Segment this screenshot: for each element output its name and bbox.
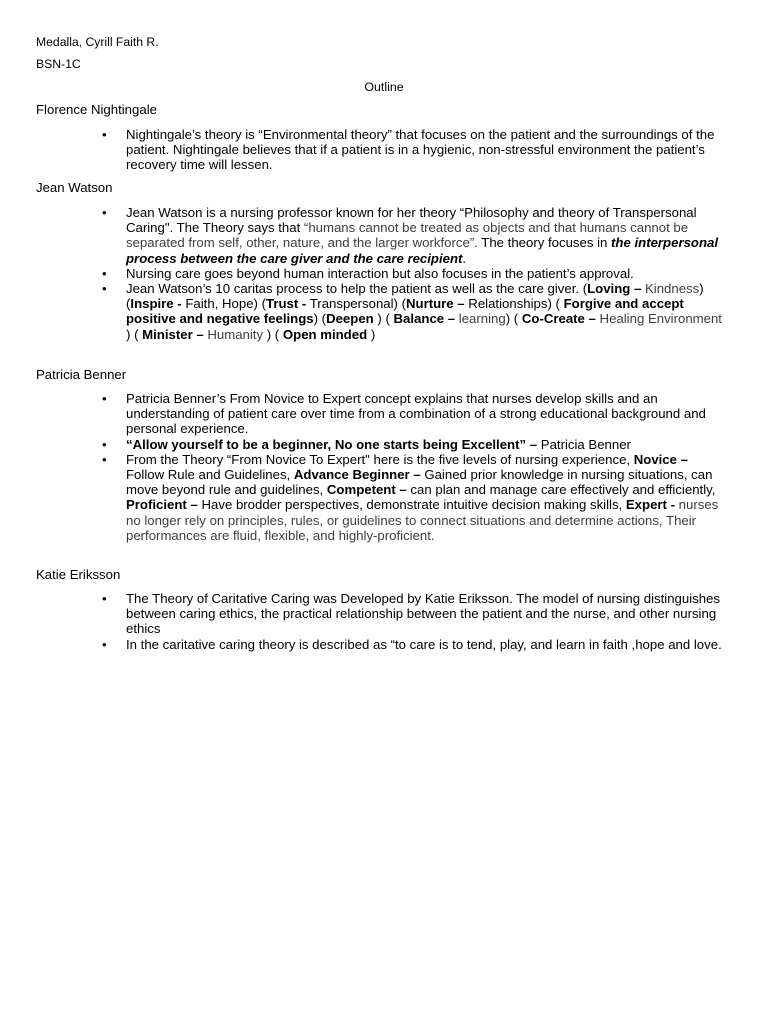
level-4-key: Expert -	[625, 497, 675, 513]
section-heading-nightingale: Florence Nightingale	[36, 102, 157, 117]
caritas-1-value: Faith, Hope	[181, 296, 254, 312]
caritas-2-open: (	[257, 296, 267, 312]
benner-quote: “Allow yourself to be a beginner, No one starts being Excellent” –	[126, 436, 538, 452]
page-title: Outline	[364, 80, 404, 94]
caritas-5-open: (	[318, 311, 327, 327]
caritas-6-close: )	[505, 311, 511, 327]
list-item	[0, 281, 768, 342]
bullet-text: Nursing care goes beyond human interaction but also focuses in the patient’s approval.	[126, 265, 634, 281]
level-0-key: Novice –	[633, 451, 688, 467]
bullet-text: Patricia Benner’s From Novice to Expert concept explains that nurses develop skills and an understanding of patient care over time from a combination of a strong educational background and personal experience.	[126, 391, 706, 437]
caritas-3-open: (	[397, 296, 407, 312]
caritas-7-value: Healing Environment	[595, 311, 722, 327]
caritas-0-value: Kindness	[641, 281, 700, 297]
caritas-0-close: )	[699, 281, 704, 297]
caritas-2-key: Trust -	[266, 296, 307, 312]
caritas-3-close: )	[547, 296, 552, 312]
list-item	[0, 452, 768, 543]
list-item	[0, 391, 768, 437]
level-3-value: Have brodder perspectives, demonstrate intuitive decision making skills,	[197, 497, 626, 513]
caritas-8-open: (	[130, 326, 143, 342]
caritas-0-key: Loving –	[587, 281, 642, 297]
caritas-6-value: learning	[455, 311, 506, 327]
caritas-5-key: Deepen	[326, 311, 374, 327]
section-heading-eriksson: Katie Eriksson	[36, 567, 121, 582]
quote-text: “humans cannot be treated as objects and that humans cannot be separated from self, other, nature, and the larger workforce”.	[126, 220, 689, 251]
nightingale-list	[0, 127, 768, 173]
student-section: BSN-1C	[36, 57, 81, 71]
quote-author: Patricia Benner	[537, 436, 631, 452]
caritas-0-open: (	[582, 281, 588, 297]
bullet-text: Jean Watson’s 10 caritas process to help the patient as well as the care giver.	[126, 281, 583, 297]
caritas-1-key: Inspire -	[130, 296, 182, 312]
bullet-text: .	[462, 250, 467, 266]
bullet-text: Jean Watson is a nursing professor known for her theory “Philosophy and theory of Transpersonal Caring". The Theory says that	[126, 205, 697, 236]
level-1-key: Advance Beginner –	[293, 467, 421, 483]
caritas-5-close: )	[377, 311, 382, 327]
section-heading-benner: Patricia Benner	[36, 367, 127, 382]
caritas-7-open: (	[510, 311, 522, 327]
bullet-text: In the caritative caring theory is described as “to care is to tend, play, and learn in faith ,hope and love.	[126, 636, 722, 652]
caritas-8-value: Humanity	[203, 326, 267, 342]
list-item	[0, 266, 768, 281]
emphasis-text: the interpersonal process between the care giver and the care recipient	[126, 235, 719, 266]
level-2-key: Competent –	[326, 482, 407, 498]
caritas-4-close: )	[313, 311, 319, 327]
caritas-4-key: Forgive and accept positive and negative feelings	[126, 296, 684, 327]
list-item	[0, 637, 768, 652]
caritas-1-close: )	[253, 296, 258, 312]
level-3-key: Proficient –	[126, 497, 198, 513]
caritas-4-open: (	[551, 296, 564, 312]
list-item	[0, 437, 768, 452]
caritas-9-key: Open minded	[282, 326, 368, 342]
bullet-text: The Theory of Caritative Caring was Developed by Katie Eriksson. The model of nursing distinguishes between caring ethics, the practical relationship between the patient and the nurse, and other nursing ethics	[126, 591, 720, 637]
caritas-2-value: Transpersonal	[306, 296, 394, 312]
caritas-6-open: (	[381, 311, 394, 327]
level-1-value: Gained prior knowledge in nursing situations, can move beyond rule and guidelines,	[126, 467, 713, 498]
level-2-value: can plan and manage care effectively and efficiently,	[406, 482, 716, 498]
level-0-value: Follow Rule and Guidelines,	[126, 467, 294, 483]
caritas-9-open: (	[271, 326, 283, 342]
benner-list	[0, 391, 768, 543]
caritas-8-close: )	[266, 326, 272, 342]
caritas-2-close: )	[393, 296, 398, 312]
caritas-9-close: )	[370, 326, 376, 342]
watson-list	[0, 205, 768, 342]
list-item	[0, 205, 768, 266]
eriksson-list	[0, 591, 768, 652]
caritas-8-key: Minister –	[142, 326, 204, 342]
list-item	[0, 127, 768, 173]
bullet-text: Nightingale’s theory is “Environmental theory” that focuses on the patient and the surroundings of the patient. Nightingale believes that if a patient is in a hygienic, non-stressful environment the patient’s recovery time will lessen.	[126, 127, 715, 173]
caritas-6-key: Balance –	[393, 311, 456, 327]
caritas-7-key: Co-Create –	[521, 311, 596, 327]
list-item	[0, 591, 768, 637]
caritas-1-open: (	[126, 296, 131, 312]
caritas-3-key: Nurture –	[406, 296, 465, 312]
caritas-3-value: Relationships	[464, 296, 548, 312]
bullet-text: From the Theory “From Novice To Expert" here is the five levels of nursing experience,	[126, 451, 634, 467]
bullet-text: The theory focuses in	[477, 235, 612, 251]
section-heading-watson: Jean Watson	[36, 180, 113, 195]
student-name: Medalla, Cyrill Faith R.	[36, 35, 159, 49]
caritas-7-close: )	[126, 326, 131, 342]
level-4-value: nurses no longer rely on principles, rules, or guidelines to connect situations and determine actions, Their performances are fluid, flexible, and highly-proficient.	[126, 497, 719, 543]
